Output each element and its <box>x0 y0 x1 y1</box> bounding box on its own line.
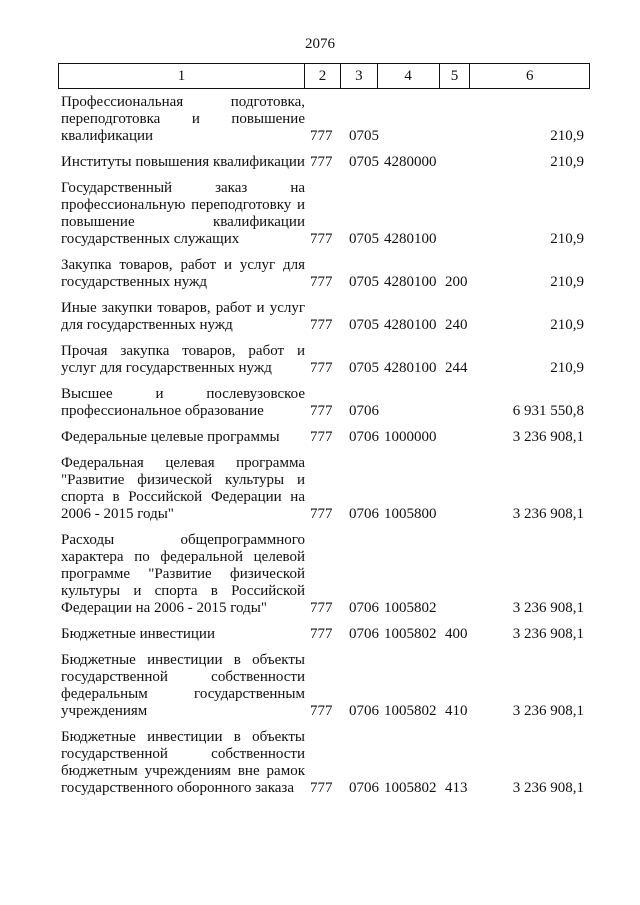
cell-target-article: 1005802 <box>384 600 437 616</box>
cell-expense-type: 413 <box>445 780 468 796</box>
cell-target-article: 1005802 <box>384 780 437 796</box>
cell-ministry-code: 777 <box>310 274 333 290</box>
cell-target-article: 4280100 <box>384 317 437 333</box>
cell-amount: 210,9 <box>550 317 584 333</box>
row-description: Федеральные целевые программы <box>61 429 280 445</box>
table-row <box>58 532 590 617</box>
cell-amount: 210,9 <box>550 128 584 144</box>
table-row <box>58 429 590 446</box>
cell-section-code: 0705 <box>349 317 379 333</box>
cell-target-article: 1000000 <box>384 429 437 445</box>
cell-amount: 3 236 908,1 <box>512 780 584 796</box>
cell-section-code: 0706 <box>349 403 379 419</box>
cell-section-code: 0706 <box>349 600 379 616</box>
cell-expense-type: 240 <box>445 317 468 333</box>
cell-section-code: 0705 <box>349 154 379 170</box>
cell-target-article: 4280000 <box>384 154 437 170</box>
cell-ministry-code: 777 <box>310 429 333 445</box>
row-description: Прочая закупка товаров, работ и услуг для государственных нужд <box>61 343 305 376</box>
cell-amount: 210,9 <box>550 231 584 247</box>
cell-ministry-code: 777 <box>310 360 333 376</box>
cell-ministry-code: 777 <box>310 703 333 719</box>
row-description: Закупка товаров, работ и услуг для государственных нужд <box>61 257 305 290</box>
cell-section-code: 0706 <box>349 429 379 445</box>
cell-section-code: 0705 <box>349 231 379 247</box>
column-header-5: 5 <box>440 64 471 88</box>
cell-ministry-code: 777 <box>310 626 333 642</box>
cell-amount: 3 236 908,1 <box>512 626 584 642</box>
row-description: Бюджетные инвестиции <box>61 626 215 642</box>
cell-target-article: 4280100 <box>384 231 437 247</box>
column-header-6: 6 <box>525 68 534 84</box>
row-description: Бюджетные инвестиции в объекты государственной собственности бюджетным учреждениям вне рамок государственного оборонного заказа <box>61 729 305 796</box>
cell-ministry-code: 777 <box>310 506 333 522</box>
cell-section-code: 0706 <box>349 703 379 719</box>
row-description: Профессиональная подготовка, переподготовка и повышение квалификации <box>61 94 305 144</box>
cell-section-code: 0705 <box>349 274 379 290</box>
table-row <box>58 300 590 334</box>
row-description: Иные закупки товаров, работ и услуг для государственных нужд <box>61 300 305 333</box>
page-number: 2076 <box>305 36 335 52</box>
cell-target-article: 4280100 <box>384 360 437 376</box>
table-row <box>58 386 590 420</box>
table-body <box>58 94 590 806</box>
cell-ministry-code: 777 <box>310 317 333 333</box>
cell-ministry-code: 777 <box>310 780 333 796</box>
table-row <box>58 626 590 643</box>
column-header-4: 4 <box>378 64 440 88</box>
table-row <box>58 94 590 145</box>
cell-amount: 3 236 908,1 <box>512 600 584 616</box>
column-header-1: 1 <box>59 64 305 88</box>
row-description: Институты повышения квалификации <box>61 154 305 170</box>
table-row <box>58 343 590 377</box>
cell-ministry-code: 777 <box>310 128 333 144</box>
cell-amount: 210,9 <box>550 360 584 376</box>
cell-amount: 3 236 908,1 <box>512 429 584 445</box>
cell-amount: 3 236 908,1 <box>512 506 584 522</box>
row-description: Расходы общепрограммного характера по федеральной целевой программе "Развитие физической культуры и спорта в Российской Федерации на 2006 - 2015 годы" <box>61 532 305 616</box>
row-description: Высшее и послевузовское профессиональное образование <box>61 386 305 419</box>
table-row <box>58 729 590 797</box>
cell-amount: 210,9 <box>550 154 584 170</box>
cell-ministry-code: 777 <box>310 154 333 170</box>
cell-section-code: 0706 <box>349 626 379 642</box>
cell-amount: 210,9 <box>550 274 584 290</box>
row-description: Бюджетные инвестиции в объекты государственной собственности федеральным государственным учреждениям <box>61 652 305 719</box>
row-description: Федеральная целевая программа "Развитие физической культуры и спорта в Российской Федерации на 2006 - 2015 годы" <box>61 455 305 522</box>
cell-ministry-code: 777 <box>310 403 333 419</box>
cell-target-article: 1005802 <box>384 626 437 642</box>
cell-section-code: 0705 <box>349 360 379 376</box>
cell-ministry-code: 777 <box>310 600 333 616</box>
cell-amount: 6 931 550,8 <box>512 403 584 419</box>
cell-amount: 3 236 908,1 <box>512 703 584 719</box>
cell-expense-type: 200 <box>445 274 468 290</box>
table-row <box>58 180 590 248</box>
cell-target-article: 1005802 <box>384 703 437 719</box>
cell-section-code: 0705 <box>349 128 379 144</box>
table-row <box>58 652 590 720</box>
cell-expense-type: 244 <box>445 360 468 376</box>
row-description: Государственный заказ на профессиональную переподготовку и повышение квалификации государственных служащих <box>61 180 305 247</box>
column-header-2: 2 <box>305 64 341 88</box>
cell-expense-type: 410 <box>445 703 468 719</box>
table-row <box>58 455 590 523</box>
cell-section-code: 0706 <box>349 780 379 796</box>
cell-section-code: 0706 <box>349 506 379 522</box>
cell-target-article: 1005800 <box>384 506 437 522</box>
table-row <box>58 154 590 171</box>
column-header-3: 3 <box>341 64 378 88</box>
cell-target-article: 4280100 <box>384 274 437 290</box>
cell-expense-type: 400 <box>445 626 468 642</box>
table-row <box>58 257 590 291</box>
cell-ministry-code: 777 <box>310 231 333 247</box>
table-header <box>58 63 590 89</box>
